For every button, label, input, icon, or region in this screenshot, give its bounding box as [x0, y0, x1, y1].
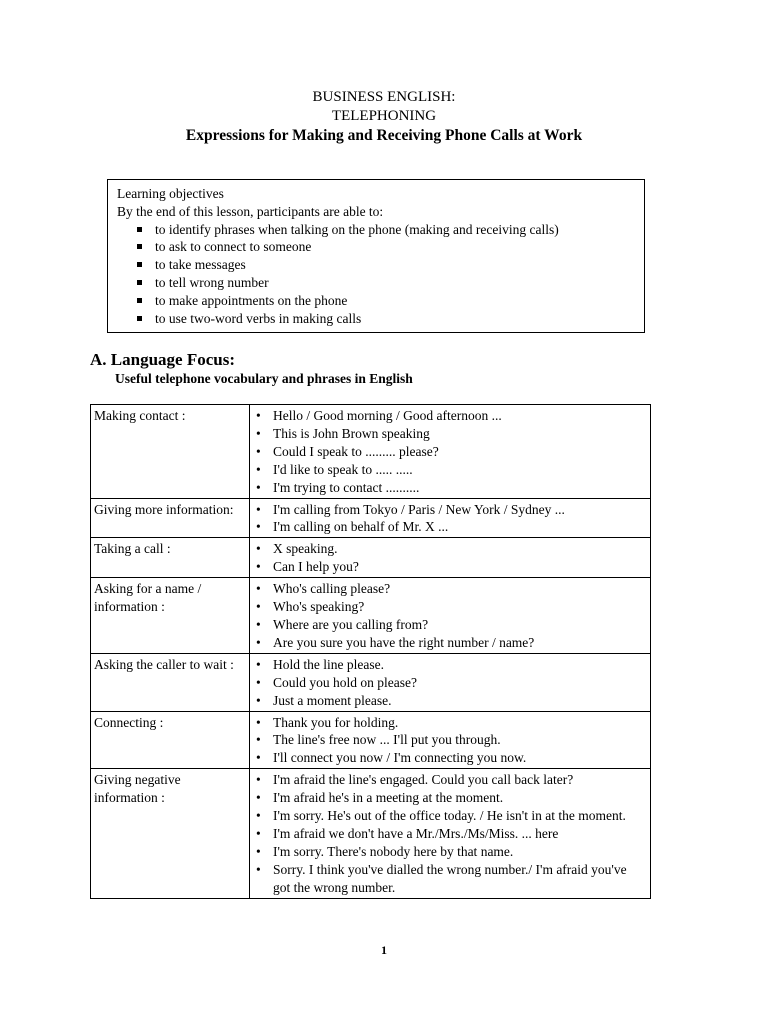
objective-item: to identify phrases when talking on the phone (making and receiving calls): [137, 221, 644, 239]
phrase-item: • Could you hold on please?: [253, 674, 646, 692]
phrase-list: [253, 540, 646, 576]
phrase-item: • Hello / Good morning / Good afternoon ...: [253, 407, 646, 425]
category-cell: Asking the caller to wait :: [91, 653, 250, 711]
phrase-item: • Could I speak to ......... please?: [253, 443, 646, 461]
phrases-cell: [250, 769, 651, 898]
objective-item: to ask to connect to someone: [137, 238, 644, 256]
phrase-item: • X speaking.: [253, 540, 646, 558]
objectives-intro: By the end of this lesson, participants are able to:: [117, 203, 384, 219]
phrase-item: • I'm afraid we don't have a Mr./Mrs./Ms/Miss. ... here: [253, 825, 646, 843]
category-cell: Making contact :: [91, 405, 250, 499]
phrase-item: • I'm sorry. He's out of the office today. / He isn't in at the moment.: [253, 807, 646, 825]
phrase-item: • Where are you calling from?: [253, 616, 646, 634]
objectives-heading: Learning objectives: [117, 186, 224, 201]
phrase-item: • Who's speaking?: [253, 598, 646, 616]
phrase-list: [253, 656, 646, 710]
category-cell: Taking a call :: [91, 538, 250, 578]
phrase-item: • Hold the line please.: [253, 656, 646, 674]
objectives-list: [117, 221, 644, 328]
phrase-item: • Are you sure you have the right number / name?: [253, 634, 646, 652]
phrases-cell: [250, 538, 651, 578]
phrases-cell: [250, 405, 651, 499]
phrase-item: • Can I help you?: [253, 558, 646, 576]
phrase-list: [253, 771, 646, 896]
table-row: [91, 653, 651, 711]
phrase-item: • I'm trying to contact ..........: [253, 479, 646, 497]
phrase-list: [253, 407, 646, 497]
table-row: [91, 769, 651, 898]
table-row: [91, 538, 651, 578]
title-line-2: TELEPHONING: [331, 108, 437, 124]
phrase-list: [253, 501, 646, 537]
phrase-item: • This is John Brown speaking: [253, 425, 646, 443]
phrase-item: • I'm afraid the line's engaged. Could you call back later?: [253, 771, 646, 789]
table-row: [91, 578, 651, 654]
phrase-list: [253, 714, 646, 768]
objective-item: to tell wrong number: [137, 274, 644, 292]
phrases-cell: [250, 498, 651, 538]
phrases-cell: [250, 653, 651, 711]
phrase-item: • Sorry. I think you've dialled the wrong number./ I'm afraid you've got the wrong number.: [253, 861, 646, 897]
phrase-list: [253, 580, 646, 652]
document-title: [0, 88, 768, 145]
phrases-cell: [250, 711, 651, 769]
learning-objectives-box: [107, 179, 645, 333]
title-line-1: BUSINESS ENGLISH:: [312, 89, 456, 105]
section-heading: A. Language Focus:: [90, 350, 235, 369]
table-row: [91, 405, 651, 499]
objective-item: to use two-word verbs in making calls: [137, 310, 644, 328]
category-cell: Connecting :: [91, 711, 250, 769]
document-subtitle: Expressions for Making and Receiving Phone Calls at Work: [185, 127, 583, 144]
phrase-item: • I'd like to speak to ..... .....: [253, 461, 646, 479]
phrases-table-body: [91, 405, 651, 899]
phrase-item: • I'm sorry. There's nobody here by that name.: [253, 843, 646, 861]
phrase-item: • I'll connect you now / I'm connecting you now.: [253, 749, 646, 767]
phrase-item: • Just a moment please.: [253, 692, 646, 710]
phrase-item: • I'm calling on behalf of Mr. X ...: [253, 518, 646, 536]
phrases-table: [90, 404, 651, 899]
category-cell: Giving more information:: [91, 498, 250, 538]
objective-item: to make appointments on the phone: [137, 292, 644, 310]
phrase-item: • Who's calling please?: [253, 580, 646, 598]
category-cell: Giving negative information :: [91, 769, 250, 898]
category-cell: Asking for a name / information :: [91, 578, 250, 654]
page-number: 1: [381, 943, 387, 957]
phrase-item: • I'm calling from Tokyo / Paris / New York / Sydney ...: [253, 501, 646, 519]
phrase-item: • I'm afraid he's in a meeting at the moment.: [253, 789, 646, 807]
phrase-item: • The line's free now ... I'll put you through.: [253, 731, 646, 749]
objective-item: to take messages: [137, 256, 644, 274]
phrases-cell: [250, 578, 651, 654]
table-row: [91, 498, 651, 538]
table-row: [91, 711, 651, 769]
section-subheading: Useful telephone vocabulary and phrases in English: [115, 371, 413, 386]
phrase-item: • Thank you for holding.: [253, 714, 646, 732]
